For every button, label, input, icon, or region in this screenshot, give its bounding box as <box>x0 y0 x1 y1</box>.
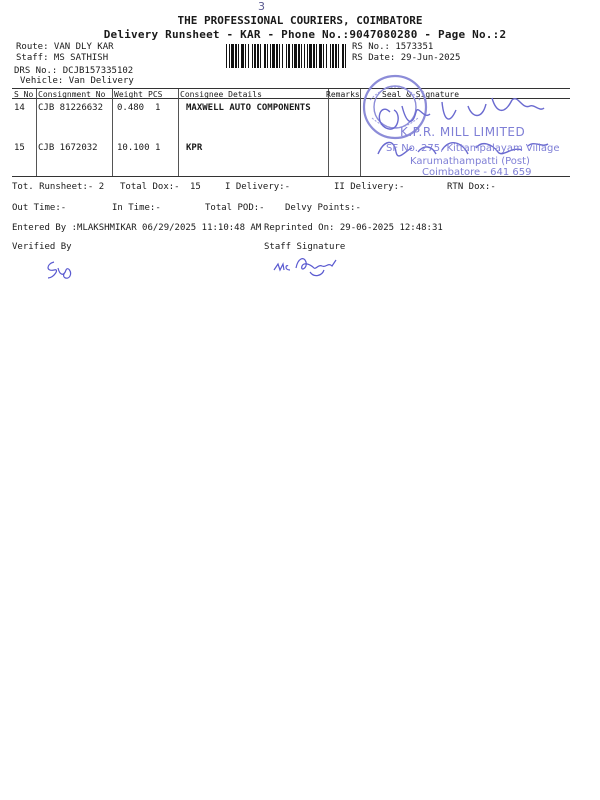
row-weight: 10.100 <box>117 143 150 153</box>
barcode-bar <box>307 44 308 68</box>
barcode-bar <box>288 44 290 68</box>
stamp-address-2: Karumathampatti (Post) <box>410 156 530 167</box>
barcode-bar <box>235 44 237 68</box>
barcode <box>226 44 348 68</box>
barcode-bar <box>316 44 317 68</box>
route-label: Route: VAN DLY KAR <box>16 42 114 52</box>
barcode-bar <box>260 44 261 68</box>
barcode-bar <box>342 44 344 68</box>
barcode-bar <box>332 44 334 68</box>
col-header-sno: S No <box>14 90 34 99</box>
barcode-bar <box>257 44 259 68</box>
delvy-points: Delvy Points:- <box>285 203 361 213</box>
row-consignee: MAXWELL AUTO COMPONENTS <box>186 103 311 113</box>
row-consignment: CJB 81226632 <box>38 103 104 113</box>
col-header-weight: Weight <box>114 90 143 99</box>
table-top-border <box>12 88 570 89</box>
barcode-bar <box>231 44 234 68</box>
barcode-bar <box>286 44 287 68</box>
barcode-bar <box>304 44 305 68</box>
barcode-bar <box>294 44 297 68</box>
barcode-bar <box>335 44 337 68</box>
barcode-bar <box>229 44 230 68</box>
col-divider <box>328 89 329 176</box>
total-dox-label: Total Dox:- <box>120 182 180 192</box>
barcode-bar <box>298 44 300 68</box>
col-header-remarks: Remarks <box>326 90 360 99</box>
barcode-bar <box>241 44 244 68</box>
col-divider <box>178 89 179 176</box>
entered-by: Entered By :MLAKSHMIKAR 06/29/2025 11:10:48 AM <box>12 223 262 233</box>
barcode-bar <box>254 44 256 68</box>
row-sno: 15 <box>14 143 25 153</box>
rs-number: RS No.: 1573351 <box>352 42 434 52</box>
staff-signature <box>270 250 342 280</box>
barcode-bar <box>245 44 246 68</box>
barcode-bar <box>309 44 312 68</box>
row-consignment: CJB 1672032 <box>38 143 98 153</box>
barcode-bar <box>252 44 253 68</box>
tot-runsheet: Tot. Runsheet:- 2 <box>12 182 105 192</box>
in-time: In Time:- <box>112 203 161 213</box>
verified-signature <box>42 258 76 282</box>
barcode-bar <box>238 44 239 68</box>
barcode-bar <box>267 44 268 68</box>
rs-date: RS Date: 29-Jun-2025 <box>352 53 461 63</box>
col-header-consignee: Consignee Details <box>180 90 262 99</box>
barcode-bar <box>292 44 293 68</box>
col-header-pcs: PCS <box>148 90 163 99</box>
total-pod: Total POD:- <box>205 203 265 213</box>
company-title: THE PROFESSIONAL COURIERS, COIMBATORE <box>177 14 423 27</box>
stamp-company: K.P.R. MILL LIMITED <box>400 125 526 139</box>
i-delivery: I Delivery:- <box>225 182 291 192</box>
ii-delivery: II Delivery:- <box>334 182 405 192</box>
barcode-bar <box>301 44 302 68</box>
barcode-bar <box>323 44 324 68</box>
total-dox-value: 15 <box>190 182 201 192</box>
barcode-bar <box>319 44 322 68</box>
out-time: Out Time:- <box>12 203 67 213</box>
col-divider <box>112 89 113 176</box>
barcode-bar <box>264 44 266 68</box>
barcode-bar <box>272 44 275 68</box>
vehicle-label: Vehicle: Van Delivery <box>20 76 134 86</box>
verified-by-label: Verified By <box>12 242 72 252</box>
col-divider <box>36 89 37 176</box>
row-pcs: 1 <box>155 143 161 153</box>
drs-number: DRS No.: DCJB157335102 <box>14 66 134 76</box>
barcode-bar <box>338 44 339 68</box>
barcode-bar <box>330 44 331 68</box>
stamp-address-1: SF No. 275, Kittampalayam Village <box>386 143 560 154</box>
runsheet-subtitle: Delivery Runsheet - KAR - Phone No.:9047080280 - Page No.:2 <box>103 28 507 41</box>
barcode-bar <box>345 44 346 68</box>
col-header-consignment: Consignment No <box>38 90 106 99</box>
barcode-bar <box>279 44 280 68</box>
row-pcs: 1 <box>155 103 161 113</box>
row-weight: 0.480 <box>117 103 145 113</box>
barcode-bar <box>313 44 315 68</box>
row-sno: 14 <box>14 103 25 113</box>
stamp-address-3: Coimbatore - 641 659 <box>422 167 532 178</box>
barcode-bar <box>248 44 249 68</box>
barcode-bar <box>282 44 283 68</box>
staff-label: Staff: MS SATHISH <box>16 53 109 63</box>
reprinted-on: Reprinted On: 29-06-2025 12:48:31 <box>264 223 443 233</box>
staff-signature-label: Staff Signature <box>264 242 346 252</box>
barcode-bar <box>326 44 327 68</box>
barcode-bar <box>270 44 271 68</box>
barcode-bar <box>276 44 278 68</box>
barcode-bar <box>226 44 227 68</box>
row-consignee: KPR <box>186 143 203 153</box>
rtn-dox: RTN Dox:- <box>447 182 496 192</box>
page-number-mark: 3 <box>258 0 265 13</box>
col-header-seal: Seal & Signature <box>382 90 460 99</box>
